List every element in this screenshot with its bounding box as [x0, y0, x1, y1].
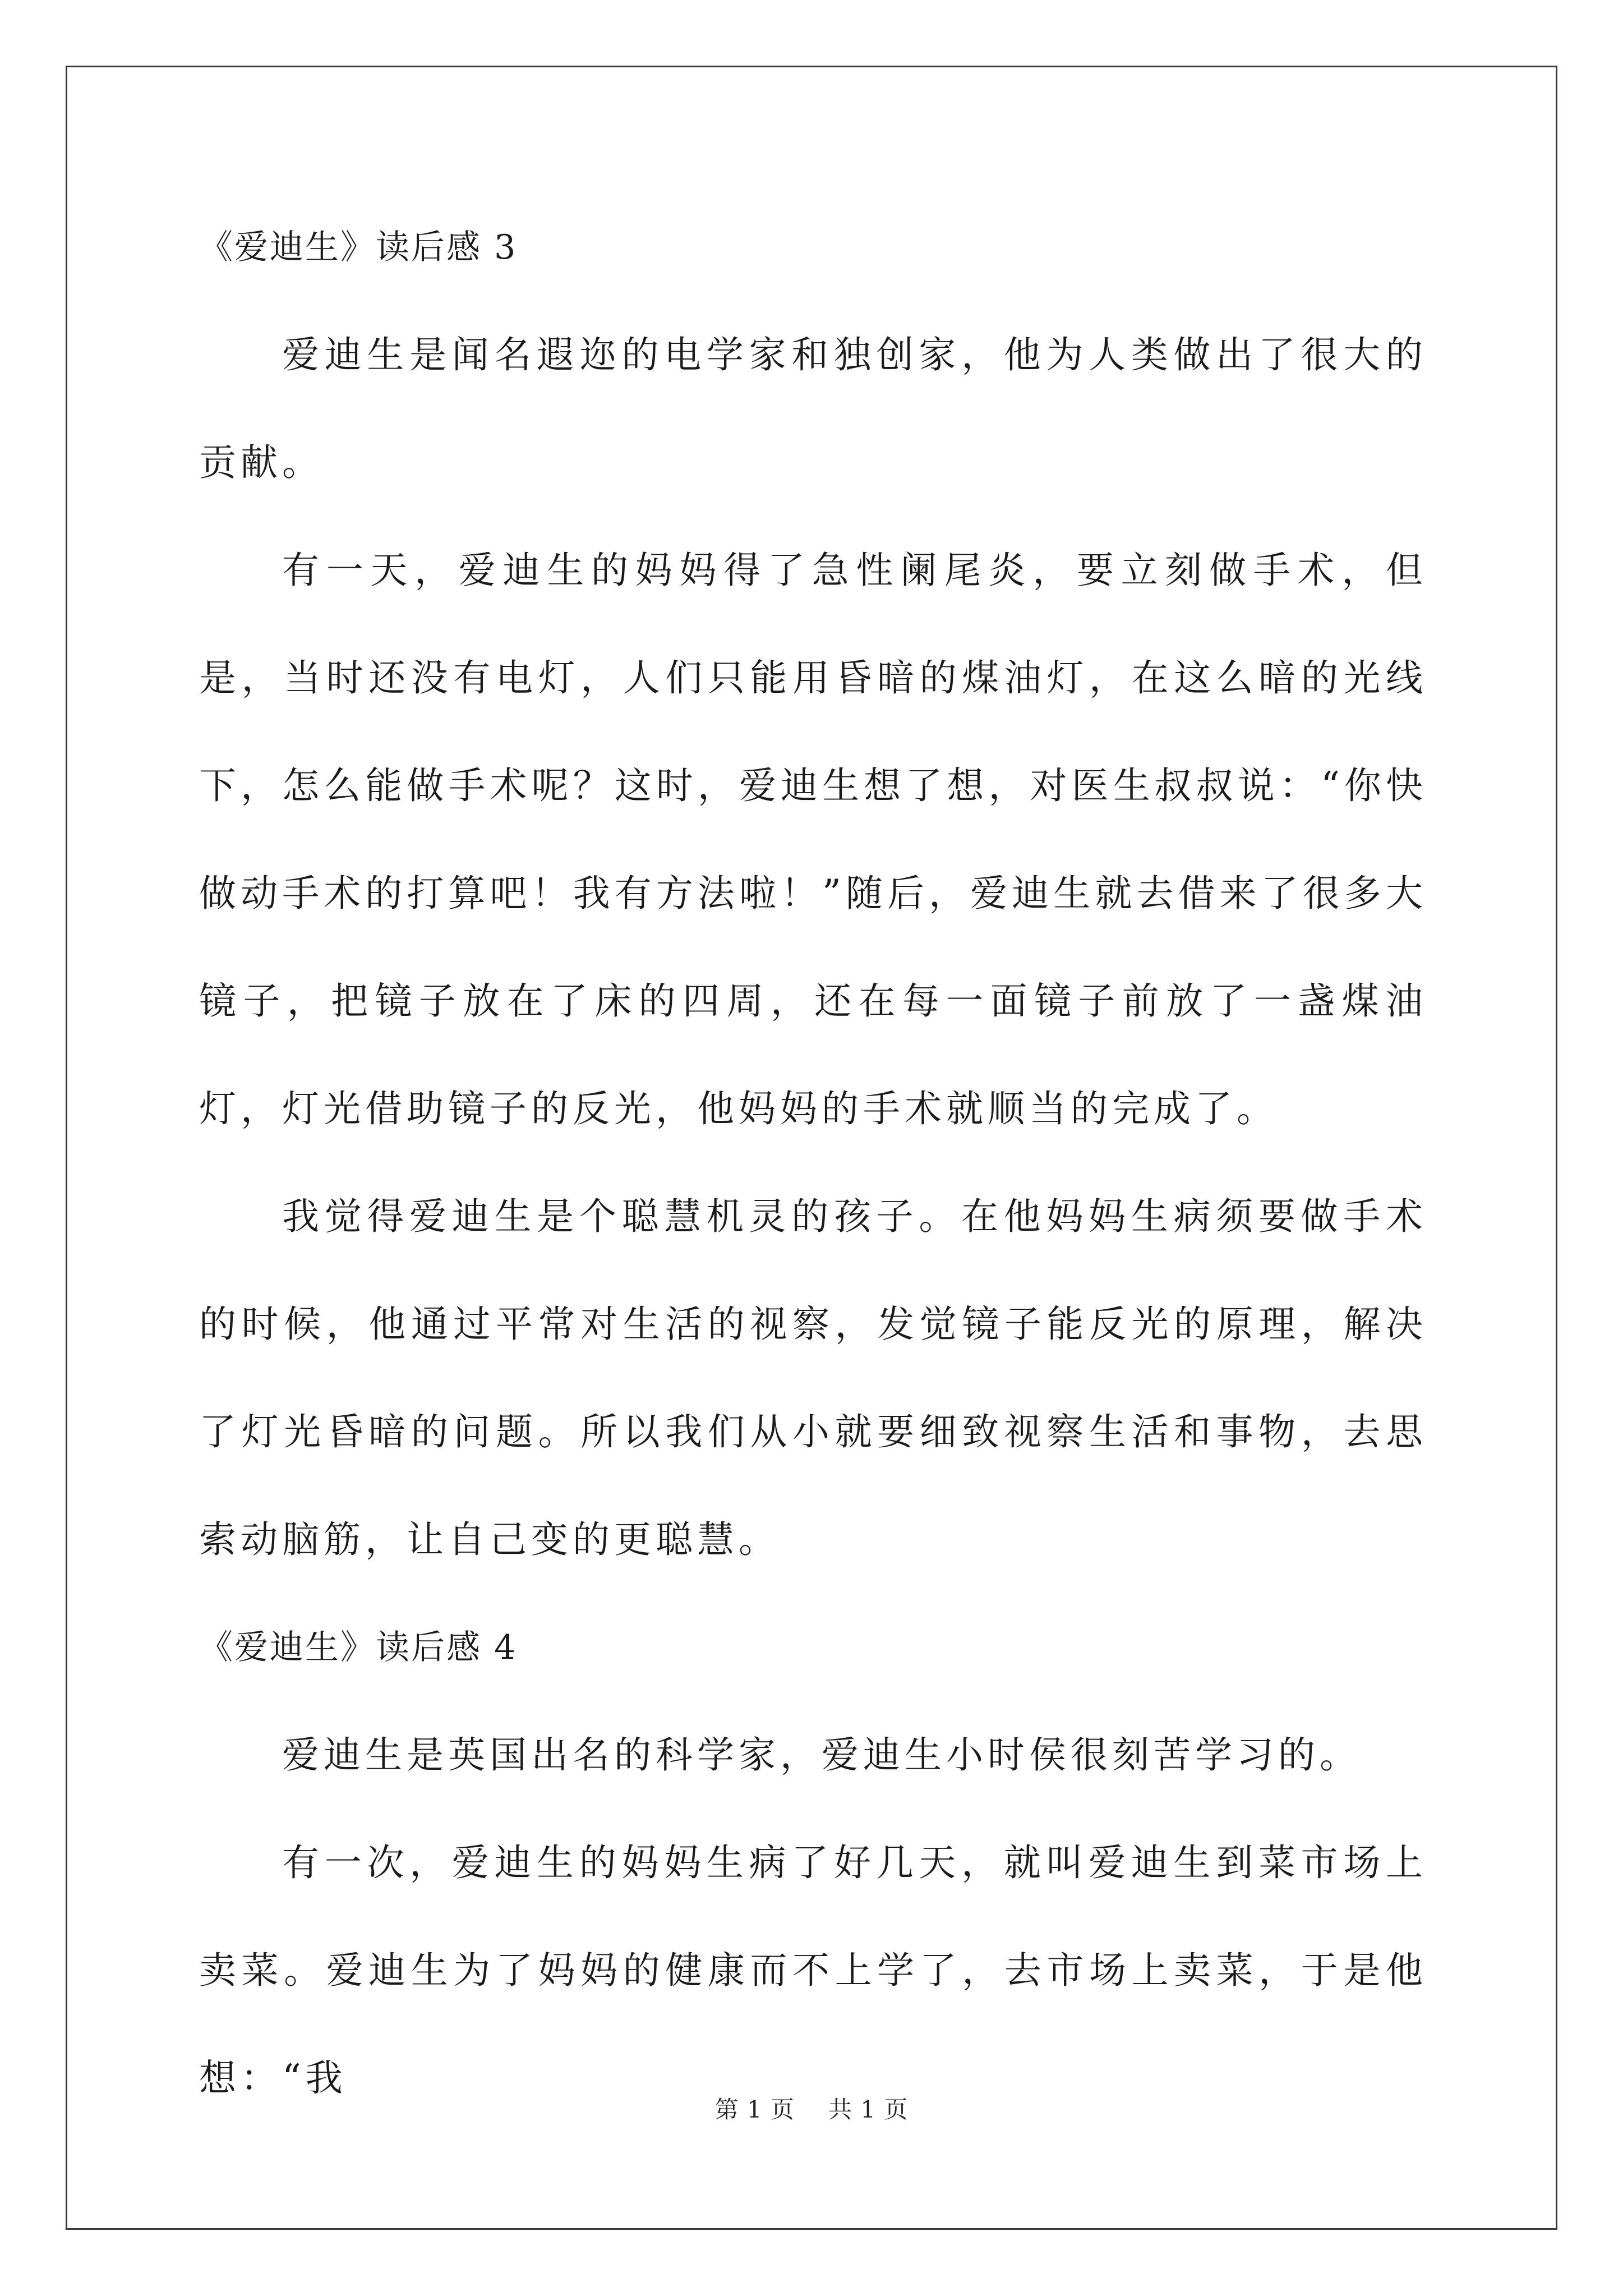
paragraph: 有一次，爱迪生的妈妈生病了好几天，就叫爱迪生到菜市场上卖菜。爱迪生为了妈妈的健康而不上学了，去市场上卖菜，于是他想：“我	[199, 1841, 1427, 2100]
page-footer	[0, 2091, 1623, 2125]
document-body	[199, 194, 1427, 2132]
page-total: 共 1 页	[828, 2096, 909, 2123]
paragraph: 有一天，爱迪生的妈妈得了急性阑尾炎，要立刻做手术，但是，当时还没有电灯，人们只能用昏暗的煤油灯，在这么暗的光线下，怎么能做手术呢？这时，爱迪生想了想，对医生叔叔说：“你快做动手术的打算吧！我有方法啦！”随后，爱迪生就去借来了很多大镜子，把镜子放在了床的四周，还在每一面镜子前放了一盏煤油灯，灯光借助镜子的反光，他妈妈的手术就顺当的完成了。	[199, 549, 1427, 1130]
section-heading: 《爱迪生》读后感 3	[199, 228, 518, 267]
page-number: 第 1 页	[714, 2096, 795, 2123]
paragraph: 爱迪生是闻名遐迩的电学家和独创家，他为人类做出了很大的贡献。	[199, 333, 1427, 484]
paragraph: 我觉得爱迪生是个聪慧机灵的孩子。在他妈妈生病须要做手术的时候，他通过平常对生活的视察，发觉镜子能反光的原理，解决了灯光昏暗的问题。所以我们从小就要细致视察生活和事物，去思索动脑筋，让自己变的更聪慧。	[199, 1195, 1427, 1561]
section-heading: 《爱迪生》读后感 4	[199, 1628, 518, 1667]
paragraph: 爱迪生是英国出名的科学家，爱迪生小时侯很刻苦学习的。	[282, 1733, 1361, 1777]
